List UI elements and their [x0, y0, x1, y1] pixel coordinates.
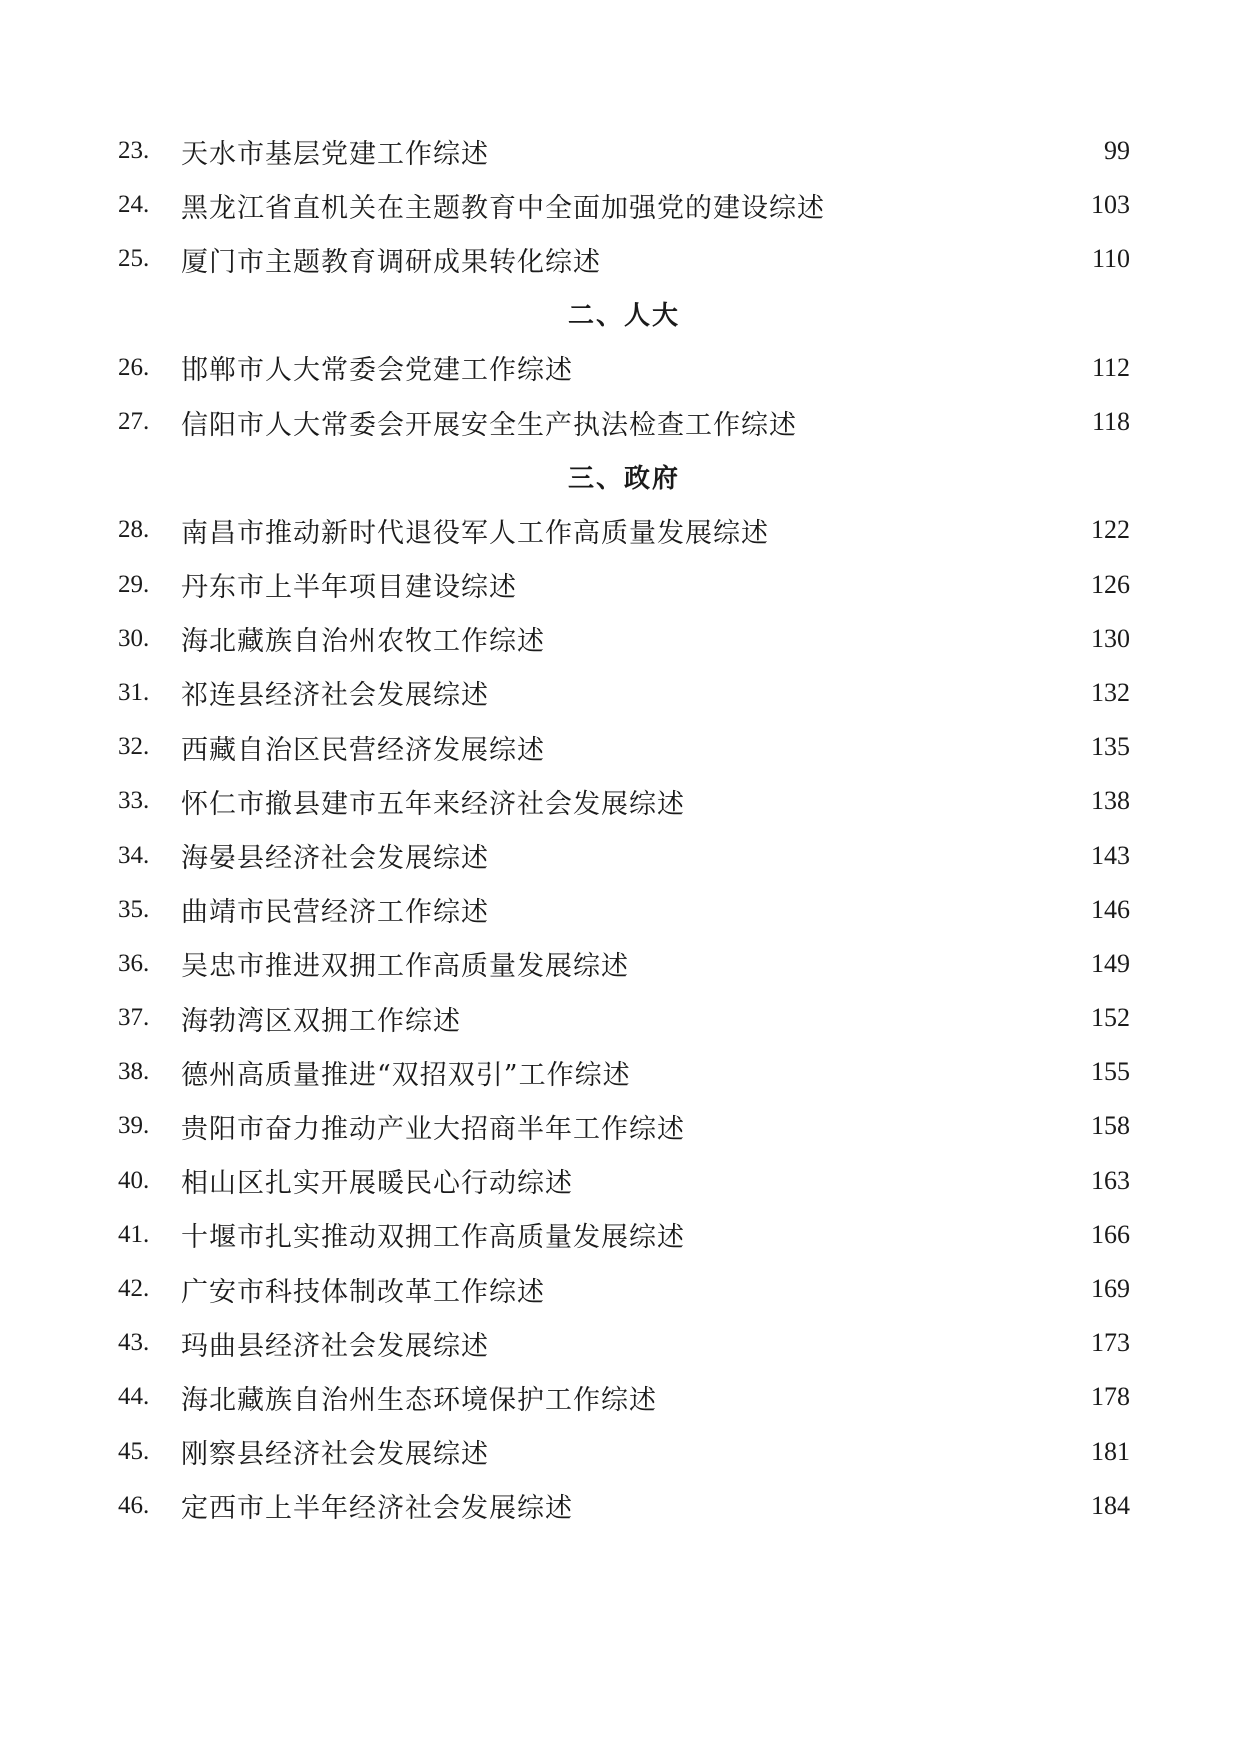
entry-number: 46. [118, 1491, 150, 1519]
entry-title: 海北藏族自治州生态环境保护工作综述 [181, 1384, 657, 1416]
entry-number: 38. [118, 1058, 150, 1086]
entry-number: 31. [118, 678, 150, 706]
entry-number: 33. [118, 787, 150, 815]
entry-title: 相山区扎实开展暖民心行动综述 [181, 1168, 573, 1200]
entry-title: 刚察县经济社会发展综述 [181, 1439, 489, 1471]
entry-page: 130 [1091, 623, 1130, 653]
toc-entry[interactable] [118, 558, 1130, 612]
toc-entry[interactable] [118, 341, 1130, 395]
entry-title: 广安市科技体制改革工作综述 [181, 1276, 545, 1308]
entry-page: 166 [1091, 1219, 1130, 1249]
toc-entry[interactable] [118, 828, 1130, 882]
toc-entry[interactable] [118, 774, 1130, 828]
entry-number: 44. [118, 1383, 150, 1411]
entry-page: 103 [1091, 190, 1130, 220]
entry-number: 23. [118, 137, 150, 165]
entry-page: 143 [1091, 840, 1130, 870]
entry-page: 152 [1091, 1003, 1130, 1033]
entry-number: 25. [118, 245, 150, 273]
entry-number: 29. [118, 570, 150, 598]
toc-entry[interactable] [118, 666, 1130, 720]
toc-entry[interactable] [118, 124, 1130, 178]
toc-entry[interactable] [118, 1208, 1130, 1262]
entry-page: 122 [1091, 515, 1130, 545]
toc-entry[interactable] [118, 883, 1130, 937]
entry-title: 十堰市扎实推动双拥工作高质量发展综述 [181, 1222, 685, 1254]
entry-number: 34. [118, 841, 150, 869]
entry-page: 110 [1091, 244, 1130, 274]
entry-title: 丹东市上半年项目建设综述 [181, 572, 517, 604]
entry-title: 黑龙江省直机关在主题教育中全面加强党的建设综述 [181, 192, 825, 224]
toc-entry[interactable] [118, 720, 1130, 774]
entry-number: 24. [118, 191, 150, 219]
toc-entry[interactable] [118, 232, 1130, 286]
entry-page: 173 [1091, 1328, 1130, 1358]
entry-number: 26. [118, 353, 150, 381]
entry-title: 吴忠市推进双拥工作高质量发展综述 [181, 951, 629, 983]
entry-page: 112 [1091, 352, 1130, 382]
table-of-contents [118, 124, 1130, 1533]
entry-page: 158 [1091, 1111, 1130, 1141]
entry-title: 海晏县经济社会发展综述 [181, 843, 489, 875]
entry-page: 163 [1091, 1165, 1130, 1195]
entry-number: 28. [118, 516, 150, 544]
entry-title: 西藏自治区民营经济发展综述 [181, 734, 545, 766]
toc-entry[interactable] [118, 178, 1130, 232]
section-heading-zhengfu: 三、政府 [567, 463, 680, 494]
entry-title: 信阳市人大常委会开展安全生产执法检查工作综述 [181, 409, 797, 441]
entry-page: 149 [1091, 948, 1130, 978]
toc-entry[interactable] [118, 503, 1130, 557]
entry-number: 39. [118, 1112, 150, 1140]
entry-title: 定西市上半年经济社会发展综述 [181, 1493, 573, 1525]
entry-page: 99 [1104, 136, 1130, 166]
entry-number: 37. [118, 1004, 150, 1032]
toc-entry[interactable] [118, 1154, 1130, 1208]
toc-entry[interactable] [118, 1316, 1130, 1370]
entry-number: 35. [118, 895, 150, 923]
entry-page: 135 [1091, 732, 1130, 762]
entry-number: 41. [118, 1220, 150, 1248]
toc-entry[interactable] [118, 1045, 1130, 1099]
entry-title: 邯郸市人大常委会党建工作综述 [181, 355, 573, 387]
entry-page: 184 [1091, 1490, 1130, 1520]
entry-page: 146 [1091, 894, 1130, 924]
toc-entry[interactable] [118, 1425, 1130, 1479]
entry-number: 30. [118, 624, 150, 652]
entry-number: 40. [118, 1166, 150, 1194]
entry-title: 海勃湾区双拥工作综述 [181, 1005, 461, 1037]
entry-number: 32. [118, 733, 150, 761]
entry-title: 祁连县经济社会发展综述 [181, 680, 489, 712]
section-heading-renda: 二、人大 [567, 301, 680, 332]
entry-title: 曲靖市民营经济工作综述 [181, 897, 489, 929]
toc-entry[interactable] [118, 612, 1130, 666]
entry-page: 178 [1091, 1382, 1130, 1412]
entry-page: 132 [1091, 677, 1130, 707]
toc-entry[interactable] [118, 1370, 1130, 1424]
entry-title: 海北藏族自治州农牧工作综述 [181, 626, 545, 658]
entry-page: 169 [1091, 1274, 1130, 1304]
entry-title: 南昌市推动新时代退役军人工作高质量发展综述 [181, 517, 769, 549]
entry-title: 怀仁市撤县建市五年来经济社会发展综述 [181, 788, 685, 820]
toc-entry[interactable] [118, 395, 1130, 449]
toc-entry[interactable] [118, 937, 1130, 991]
entry-title: 贵阳市奋力推动产业大招商半年工作综述 [181, 1113, 685, 1145]
entry-page: 155 [1091, 1057, 1130, 1087]
entry-title: 厦门市主题教育调研成果转化综述 [181, 246, 601, 278]
entry-page: 126 [1091, 569, 1130, 599]
entry-number: 45. [118, 1437, 150, 1465]
toc-entry[interactable] [118, 1099, 1130, 1153]
entry-page: 138 [1091, 786, 1130, 816]
entry-title: 天水市基层党建工作综述 [181, 138, 489, 170]
toc-entry[interactable] [118, 1262, 1130, 1316]
entry-title: 玛曲县经济社会发展综述 [181, 1330, 489, 1362]
entry-number: 36. [118, 949, 150, 977]
entry-page: 181 [1091, 1436, 1130, 1466]
toc-entry[interactable] [118, 991, 1130, 1045]
entry-number: 27. [118, 408, 150, 436]
toc-entry[interactable] [118, 1479, 1130, 1533]
entry-page: 118 [1091, 407, 1130, 437]
entry-number: 42. [118, 1275, 150, 1303]
entry-title: 德州高质量推进“双招双引”工作综述 [181, 1059, 631, 1091]
entry-number: 43. [118, 1329, 150, 1357]
